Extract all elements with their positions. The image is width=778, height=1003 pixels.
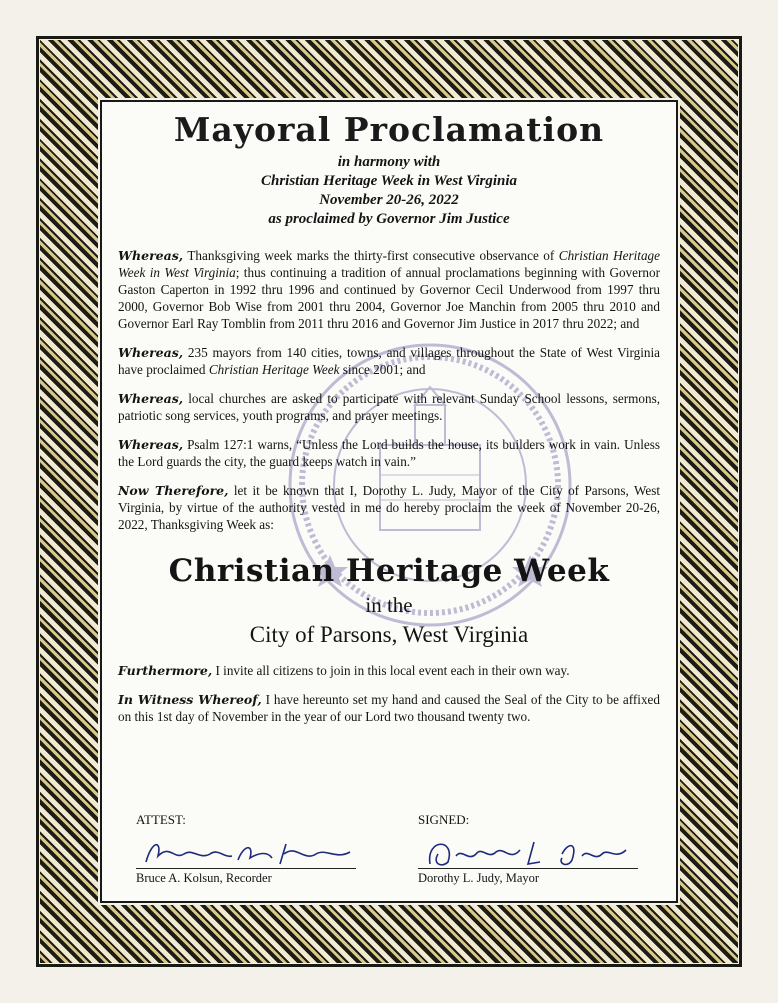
furthermore-paragraph: [118, 662, 660, 679]
paragraph-text: 235 mayors from 140 cities, towns, and villages throughout the State of West Virginia have proclaimed: [118, 345, 660, 377]
now-therefore-paragraph: [118, 482, 660, 533]
event-name: Christian Heritage Week: [168, 553, 610, 589]
signed-signature-line: [418, 832, 638, 869]
subtitle-line: as proclaimed by Governor Jim Justice: [268, 211, 510, 227]
witness-paragraph: [118, 691, 660, 725]
document-title: Mayoral Proclamation: [173, 110, 605, 149]
subtitle-line: Christian Heritage Week in West Virginia: [260, 173, 518, 189]
paragraph-text: Psalm 127:1 warns, “Unless the Lord builds the house, its builders work in vain. Unless the Lord guards the city, the guard keeps watch in vain.”: [118, 437, 660, 469]
whereas-paragraph-4: [118, 436, 660, 470]
whereas-paragraph-2: [118, 344, 660, 378]
signed-name: Dorothy L. Judy, Mayor: [418, 871, 540, 885]
paragraph-lead: Whereas,: [118, 391, 184, 406]
attest-signature: [140, 834, 360, 870]
paragraph-emphasis: Christian Heritage Week: [208, 362, 340, 377]
proclamation-content: [118, 110, 660, 890]
paragraph-lead: Furthermore,: [118, 663, 213, 678]
signed-label: SIGNED:: [418, 812, 470, 827]
paragraph-lead: Whereas,: [118, 437, 184, 452]
mayor-signature: [422, 834, 642, 870]
paragraph-text: I have hereunto set my hand and caused the Seal of the City to be affixed on this 1st day of November in the year of our Lord two thousand twenty two.: [118, 692, 660, 724]
paragraph-lead: Whereas,: [118, 248, 184, 263]
paragraph-rest: ; thus continuing a tradition of annual proclamations beginning with Governor Gaston Caperton in 1992 thru 1996 and continued by Governor Cecil Underwood from 1997 thru 2000, Governor Bob Wise from 2001 thru 2004, Governor Joe Manchin from 2005 thru 2010 and Governor Earl Ray Tomblin from 2011 thru 2016 and Governor Jim Justice in 2017 thru 2022; and: [118, 265, 660, 331]
paragraph-emphasis: Christian Heritage Week in West Virginia: [118, 248, 660, 280]
city-name: City of Parsons, West Virginia: [249, 622, 529, 647]
paragraph-text: Thanksgiving week marks the thirty-first consecutive observance of: [183, 248, 559, 263]
attest-name: Bruce A. Kolsun, Recorder: [136, 871, 272, 885]
paragraph-text: local churches are asked to participate with relevant Sunday School lessons, sermons, patriotic song services, youth programs, and prayer meetings.: [118, 391, 660, 423]
attest-block: [136, 812, 356, 886]
attest-label: ATTEST:: [136, 812, 186, 827]
subtitle-line: November 20-26, 2022: [319, 192, 459, 208]
paragraph-rest: since 2001; and: [339, 362, 426, 377]
subtitle: [118, 153, 660, 229]
paragraph-text: I invite all citizens to join in this local event each in their own way.: [212, 663, 570, 678]
paragraph-lead: Now Therefore,: [118, 483, 229, 498]
signed-block: [418, 812, 638, 886]
whereas-paragraph-3: [118, 390, 660, 424]
paragraph-text: let it be known that I, Dorothy L. Judy, Mayor of the City of Parsons, West Virginia, by virtue of the authority vested in me do hereby proclaim the week of November 20-26, 2022, Thanksgiving Week as:: [118, 483, 660, 532]
paragraph-lead: Whereas,: [118, 345, 184, 360]
attest-signature-line: [136, 832, 356, 869]
subtitle-line: in harmony with: [337, 154, 441, 170]
whereas-paragraph-1: [118, 247, 660, 332]
paragraph-lead: In Witness Whereof,: [118, 692, 262, 707]
in-the-text: in the: [365, 593, 413, 617]
